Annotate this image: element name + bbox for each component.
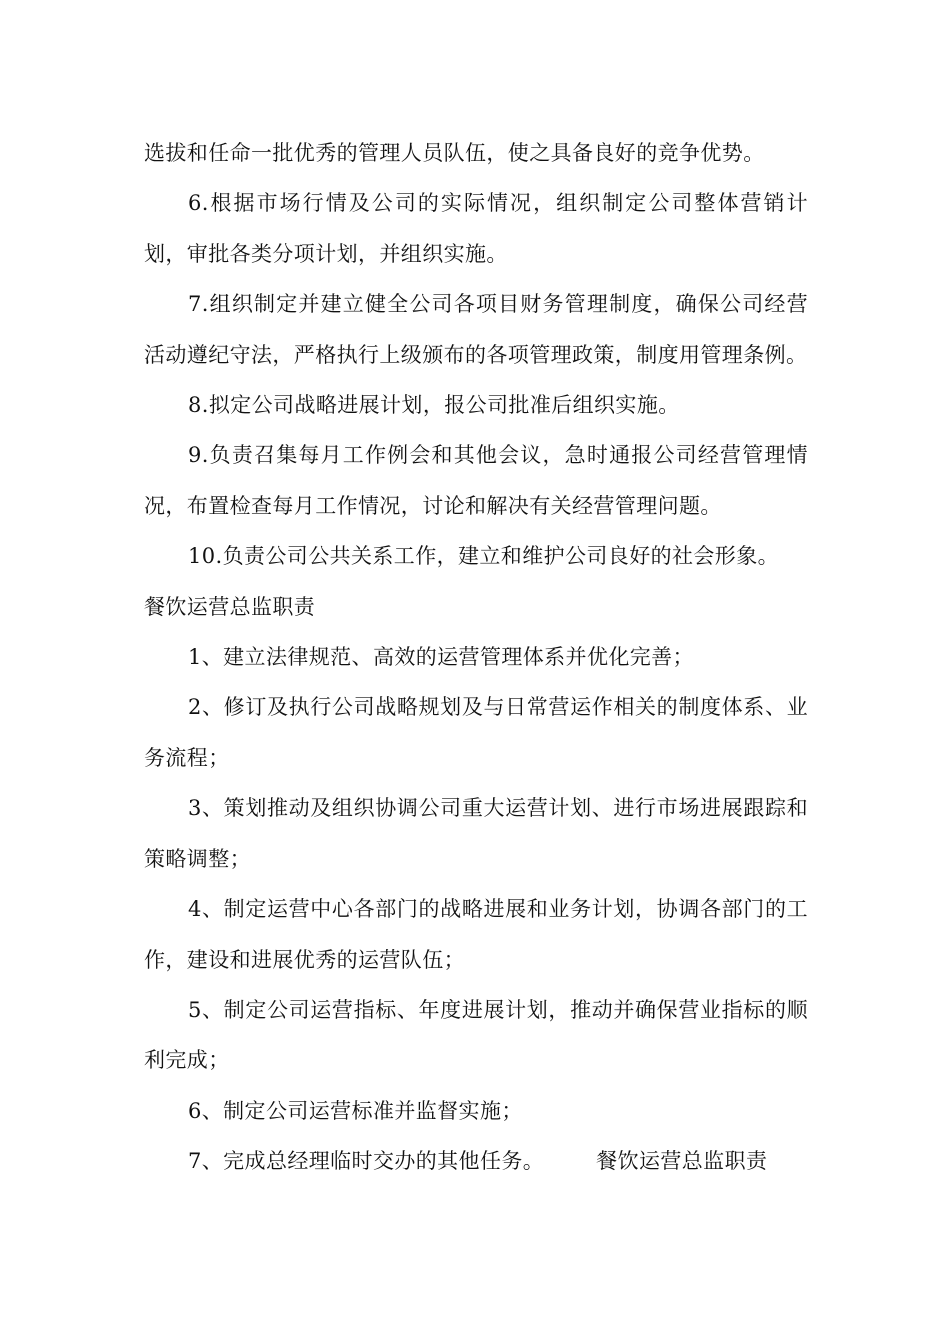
document-body: [144, 128, 808, 1187]
ops-item-7: 7、完成总经理临时交办的其他任务。: [188, 1149, 545, 1174]
ops-item-3: 3、策划推动及组织协调公司重大运营计划、进行市场进展跟踪和策略调整；: [144, 796, 808, 871]
gm-item-6: 6.根据市场行情及公司的实际情况，组织制定公司整体营销计划，审批各类分项计划，并组织实施。: [144, 191, 808, 266]
ops-item-5: 5、制定公司运营指标、年度进展计划，推动并确保营业指标的顺利完成；: [144, 997, 808, 1073]
gm-item-9: 9.负责召集每月工作例会和其他会议，急时通报公司经营管理情况，布置检查每月工作情况，讨论和解决有关经营管理问题。: [144, 443, 808, 518]
ops-item-4: 4、制定运营中心各部门的战略进展和业务计划，协调各部门的工作，建设和进展优秀的运营队伍；: [144, 897, 808, 972]
ops-item-1: 1、建立法律规范、高效的运营管理体系并优化完善；: [188, 645, 694, 670]
trailing-section-title: 餐饮运营总监职责: [596, 1149, 768, 1174]
gm-item-7: 7.组织制定并建立健全公司各项目财务管理制度，确保公司经营活动遵纪守法，严格执行上级颁布的各项管理政策，制度用管理条例。: [144, 292, 808, 367]
gm-item-8: 8.拟定公司战略进展计划，报公司批准后组织实施。: [188, 393, 680, 418]
intro-continuation: 选拔和任命一批优秀的管理人员队伍，使之具备良好的竞争优势。: [144, 141, 765, 165]
ops-item-6: 6、制定公司运营标准并监督实施；: [188, 1098, 523, 1123]
section-title: 餐饮运营总监职责: [144, 594, 316, 619]
gm-item-10: 10.负责公司公共关系工作，建立和维护公司良好的社会形象。: [188, 544, 779, 569]
final-line: [144, 1136, 808, 1186]
ops-item-2: 2、修订及执行公司战略规划及与日常营运作相关的制度体系、业务流程；: [144, 695, 808, 770]
